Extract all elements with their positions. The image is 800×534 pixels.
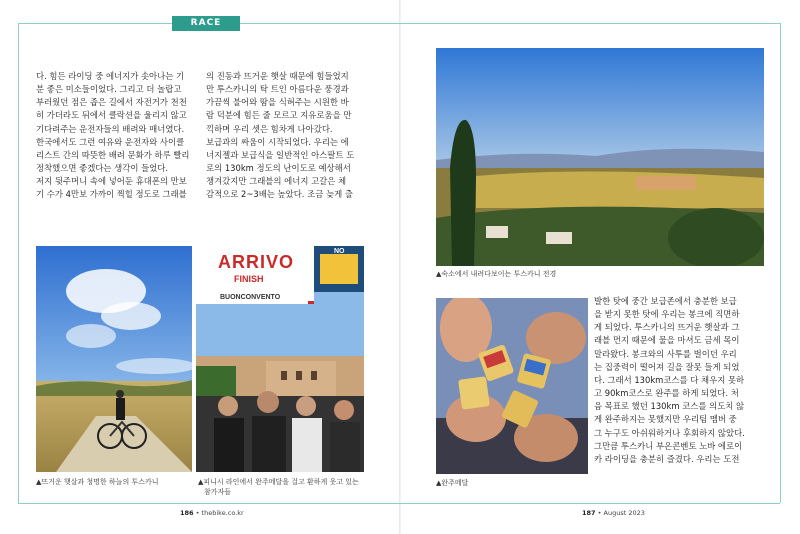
text-line: 게 되었다. 투스카니의 뜨거운 햇살과 그 <box>594 322 740 333</box>
text-line: 람 덕분에 힘든 줄 모르고 지유로움을 만 <box>206 110 352 121</box>
text-line: 챙겨갔지만 그래블의 에너지 고갈은 체 <box>206 176 347 187</box>
left-text-column-2 <box>206 70 366 220</box>
left-page-number: 186 <box>180 509 194 517</box>
finish-banner-title: ARRIVO <box>218 252 295 272</box>
cyclist-photo-art <box>36 246 192 472</box>
text-line: 래블 먼지 때문에 물을 마셔도 금세 목이 <box>594 335 740 346</box>
landscape-photo-art <box>436 48 764 266</box>
text-line: 다. 그래서 130km코스를 다 채우지 못하 <box>594 374 745 385</box>
right-page-number: 187 <box>582 509 596 517</box>
finish-banner-side: NO <box>334 248 345 255</box>
text-line: 분 좋은 미소들이었다. 그리고 더 놀랍고 <box>36 84 182 95</box>
right-frame-top <box>400 23 780 24</box>
right-folio-date: • August 2023 <box>597 509 645 517</box>
medals-photo-art <box>436 298 588 474</box>
text-line: 는 집중력이 떨어져 길을 잘못 들게 되었 <box>594 361 740 372</box>
photo2-caption <box>198 477 368 497</box>
left-folio <box>180 509 244 517</box>
left-folio-site: • thebike.co.kr <box>195 509 244 517</box>
left-frame-top-right <box>240 23 400 24</box>
text-line: 말라왔다. 봉크와의 사투를 벌이던 우리 <box>594 348 737 359</box>
text-line: 히 가더라도 뒤에서 클락션을 울리지 않고 <box>36 110 187 121</box>
text-line: 카 라이딩을 충분히 즐겼다. 우리는 도전 <box>594 453 740 464</box>
photo-tuscany-landscape <box>436 48 764 266</box>
right-frame-side <box>780 23 781 503</box>
text-line: 저지 뒷주머니 속에 넣어둔 휴대폰의 만보 <box>36 176 187 187</box>
text-line: 의 진동과 뜨거운 햇살 때문에 힘들었지 <box>206 71 349 81</box>
text-line: 너지젤과 보급식을 일반적인 아스팔트 도 <box>206 149 355 160</box>
page-gutter <box>399 0 401 534</box>
left-frame-top <box>18 23 172 24</box>
text-line: 로의 130km 정도의 난이도로 예상해서 <box>206 163 351 174</box>
caption-line: ▲피니시 라인에서 완주메달을 걸고 환하게 웃고 있는 <box>198 478 359 486</box>
text-line: 감적으로 2~3배는 높았다. 조금 늦게 출 <box>206 189 353 200</box>
photo-medals <box>436 298 588 474</box>
text-line: 그 누구도 아쉬워하거나 후회하지 않았다. <box>594 427 745 438</box>
finish-banner-town: BUONCONVENTO <box>196 292 308 304</box>
text-line: 고 90km코스로 완주를 하게 되었다. 처 <box>594 388 739 399</box>
finish-banner-subtitle: FINISH <box>234 274 264 284</box>
text-line: 만 투스카니의 탁 트인 아름다운 풍경과 <box>206 84 349 95</box>
text-line: 정착했으면 좋겠다는 생각이 들었다. <box>36 163 169 174</box>
text-line: 음 목표로 했던 130km 코스를 의도치 않 <box>594 401 745 412</box>
text-line: 을 받지 못한 탓에 우리는 봉크에 직면하 <box>594 309 740 320</box>
text-line: 가끔씩 불어와 땀을 식혀주는 시원한 바 <box>206 97 349 108</box>
text-line: 한국에서도 그런 여유와 운전자와 사이클 <box>36 136 185 147</box>
text-line: 끽하며 우리 셋은 힘차게 나아갔다. <box>206 123 333 134</box>
text-line: 발한 탓에 중간 보급존에서 충분한 보급 <box>594 296 737 306</box>
text-line: 보급과의 싸움이 시작되었다. 우리는 에 <box>206 136 349 147</box>
text-line: 리스트 간의 따뜻한 배려 문화가 하루 빨리 <box>36 149 190 160</box>
text-line: 기 수가 4만보 가까이 찍힐 정도로 그래블 <box>36 189 187 200</box>
photo1-caption: ▲뜨거운 햇살과 청명한 하늘의 투스카니 <box>36 478 159 486</box>
caption-line: 참가자들 <box>204 488 232 496</box>
right-text-column <box>594 295 766 495</box>
photo-finish-line <box>196 246 364 472</box>
left-frame-bottom <box>18 503 400 504</box>
text-line: 기다려주는 운전자들의 배려와 매너였다. <box>36 123 185 134</box>
text-line: 부러웠던 점은 좁은 길에서 자전거가 천천 <box>36 97 187 108</box>
text-line: 게 완주하지는 못했지만 우리팀 멤버 중 <box>594 414 737 425</box>
right-photo2-caption: ▲완주메달 <box>436 479 469 487</box>
photo-cyclist-tuscany <box>36 246 192 472</box>
right-frame-bottom <box>400 503 780 504</box>
right-photo1-caption: ▲숙소에서 내려다보이는 투스카니 전경 <box>436 270 557 278</box>
section-tab: RACE <box>172 16 240 31</box>
right-folio <box>582 509 645 517</box>
text-line: 다. 힘든 라이딩 중 에너지가 솟아나는 기 <box>36 71 185 81</box>
left-frame-side <box>18 23 19 503</box>
left-text-column-1 <box>36 70 196 220</box>
text-line: 그만큼 투스카니 부온콘벤토 노바 에로이 <box>594 440 743 451</box>
